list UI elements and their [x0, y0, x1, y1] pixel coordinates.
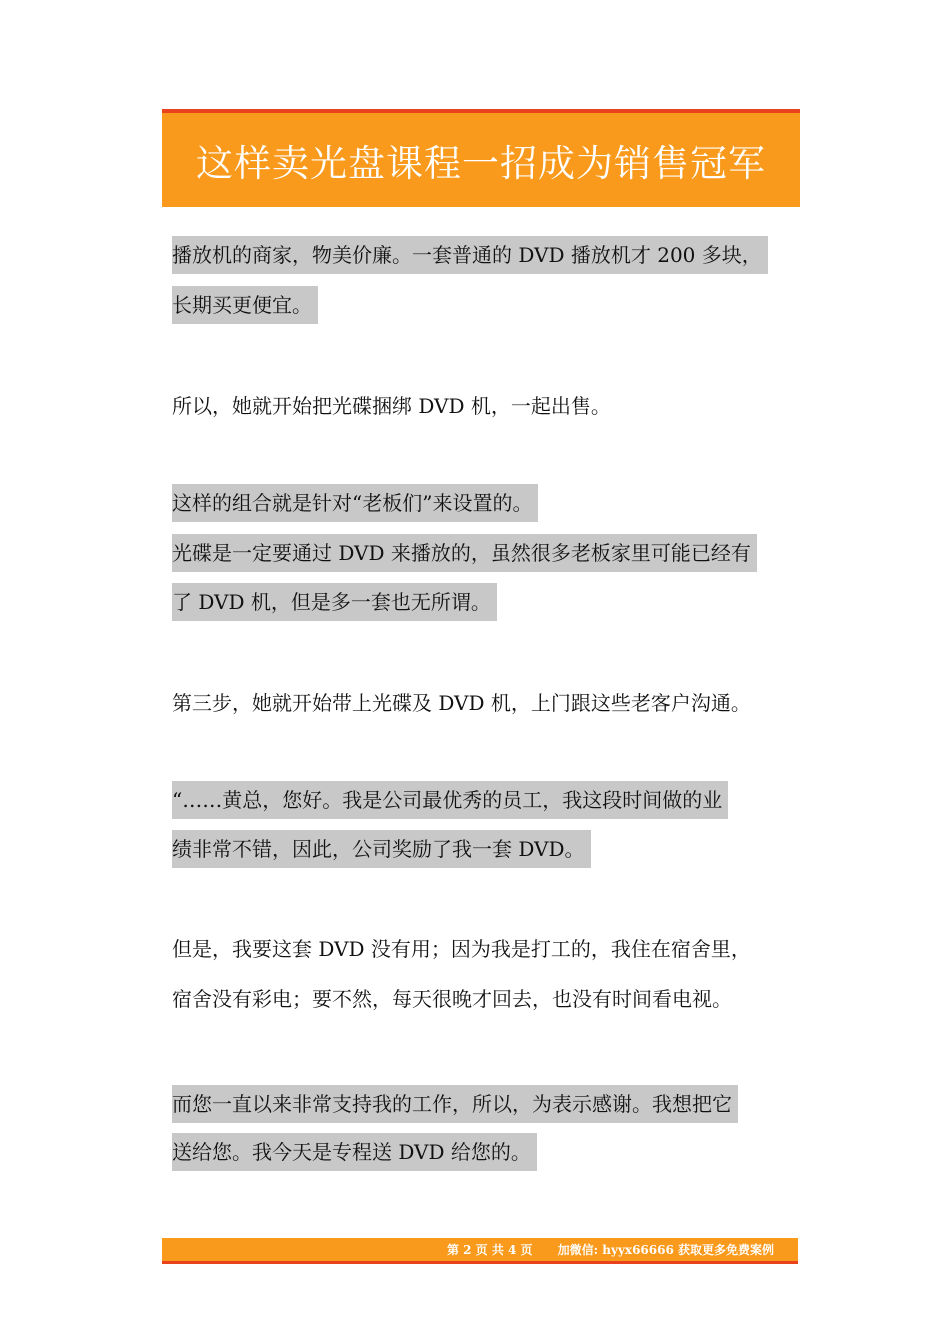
text-line: 了 DVD 机，但是多一套也无所谓。 — [172, 583, 497, 621]
page-number: 第 2 页 共 4 页 — [446, 1243, 533, 1257]
text-line: 宿舍没有彩电；要不然，每天很晚才回去，也没有时间看电视。 — [172, 987, 732, 1011]
text-line: 而您一直以来非常支持我的工作，所以，为表示感谢。我想把它 — [172, 1085, 738, 1123]
text-line: 送给您。我今天是专程送 DVD 给您的。 — [172, 1133, 537, 1171]
text-line: 但是，我要这套 DVD 没有用；因为我是打工的，我住在宿舍里， — [172, 937, 751, 961]
text-line: 播放机的商家，物美价廉。一套普通的 DVD 播放机才 200 多块， — [172, 236, 768, 274]
text-line: “……黄总，您好。我是公司最优秀的员工，我这段时间做的业 — [172, 781, 728, 819]
text-line: 绩非常不错，因此，公司奖励了我一套 DVD。 — [172, 830, 591, 868]
text-line: 长期买更便宜。 — [172, 286, 318, 324]
page-footer — [162, 1238, 798, 1264]
text-line: 这样的组合就是针对“老板们”来设置的。 — [172, 484, 538, 522]
title-banner — [162, 109, 800, 207]
page-title: 这样卖光盘课程一招成为销售冠军 — [196, 142, 766, 185]
text-line: 光碟是一定要通过 DVD 来播放的，虽然很多老板家里可能已经有 — [172, 534, 757, 572]
text-line: 第三步，她就开始带上光碟及 DVD 机，上门跟这些老客户沟通。 — [172, 691, 751, 715]
text-line: 所以，她就开始把光碟捆绑 DVD 机，一起出售。 — [172, 394, 611, 418]
footer-promo: 加微信: hyyx66666 获取更多免费案例 — [557, 1243, 774, 1257]
